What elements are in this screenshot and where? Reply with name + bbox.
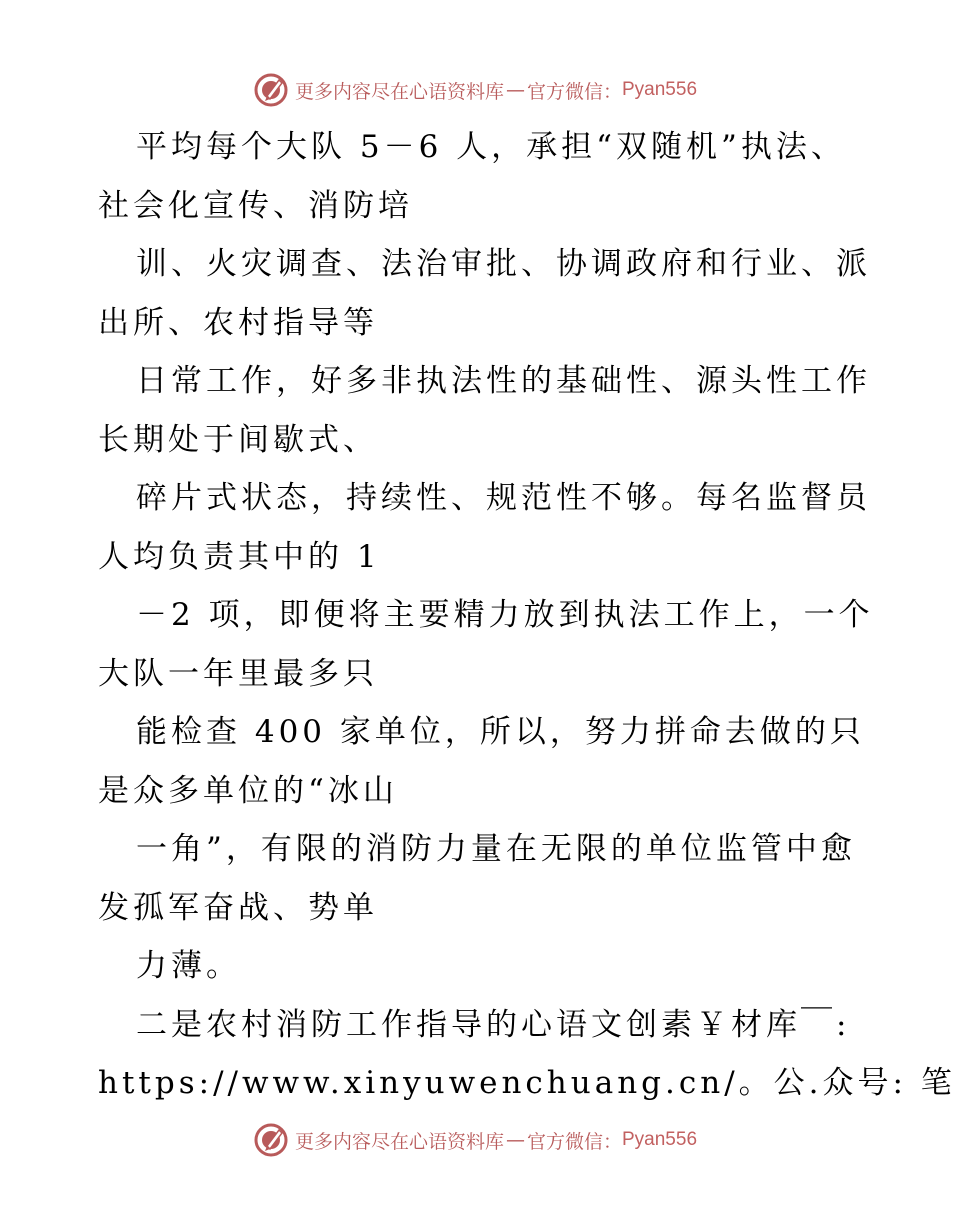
pen-logo-icon bbox=[253, 1122, 289, 1158]
body-line: https://www.xinyuwenchuang.cn/。公.众号: 笔 bbox=[98, 1065, 956, 1101]
watermark-side-text: 官方微信： bbox=[526, 1130, 622, 1153]
body-line: 训、火灾调查、法治审批、协调政府和行业、派 bbox=[136, 246, 871, 282]
body-line: 是众多单位的“冰山 bbox=[98, 772, 398, 809]
body-line: 日常工作，好多非执法性的基础性、源头性工作 bbox=[136, 363, 871, 399]
watermark-main-text: 更多内容尽在心语资料库 bbox=[294, 80, 504, 103]
body-line: 力薄。 bbox=[136, 948, 241, 984]
body-line: 人均负责其中的 1 bbox=[98, 538, 381, 575]
watermark-footer bbox=[0, 1120, 950, 1160]
body-line: 出所、农村指导等 bbox=[98, 304, 378, 341]
body-line: 碎片式状态，持续性、规范性不够。每名监督员 bbox=[136, 480, 871, 516]
body-line: 发孤军奋战、势单 bbox=[98, 889, 378, 926]
body-line: 大队一年里最多只 bbox=[98, 655, 378, 692]
watermark-wechat-id: Pyan556 bbox=[622, 1129, 698, 1150]
body-line: 长期处于间歇式、 bbox=[98, 421, 378, 458]
body-line: 平均每个大队 5－6 人，承担“双随机”执法、 bbox=[136, 129, 846, 165]
watermark-side-text: 官方微信： bbox=[526, 80, 622, 103]
watermark-dash: — bbox=[505, 79, 525, 101]
body-line: 社会化宣传、消防培 bbox=[98, 187, 413, 224]
document-body bbox=[98, 118, 956, 1113]
watermark-header bbox=[0, 70, 950, 110]
body-line: －2 项，即便将主要精力放到执法工作上，一个 bbox=[136, 597, 874, 633]
body-line: 一角”，有限的消防力量在无限的单位监管中愈 bbox=[136, 831, 856, 867]
watermark-dash: — bbox=[505, 1129, 525, 1151]
body-line: 能检查 400 家单位，所以，努力拼命去做的只 bbox=[136, 714, 865, 750]
watermark-wechat-id: Pyan556 bbox=[622, 79, 698, 100]
watermark-main-text: 更多内容尽在心语资料库 bbox=[294, 1130, 504, 1153]
pen-logo-icon bbox=[253, 72, 289, 108]
body-line: 二是农村消防工作指导的心语文创素￥材库￣: bbox=[136, 1006, 851, 1043]
